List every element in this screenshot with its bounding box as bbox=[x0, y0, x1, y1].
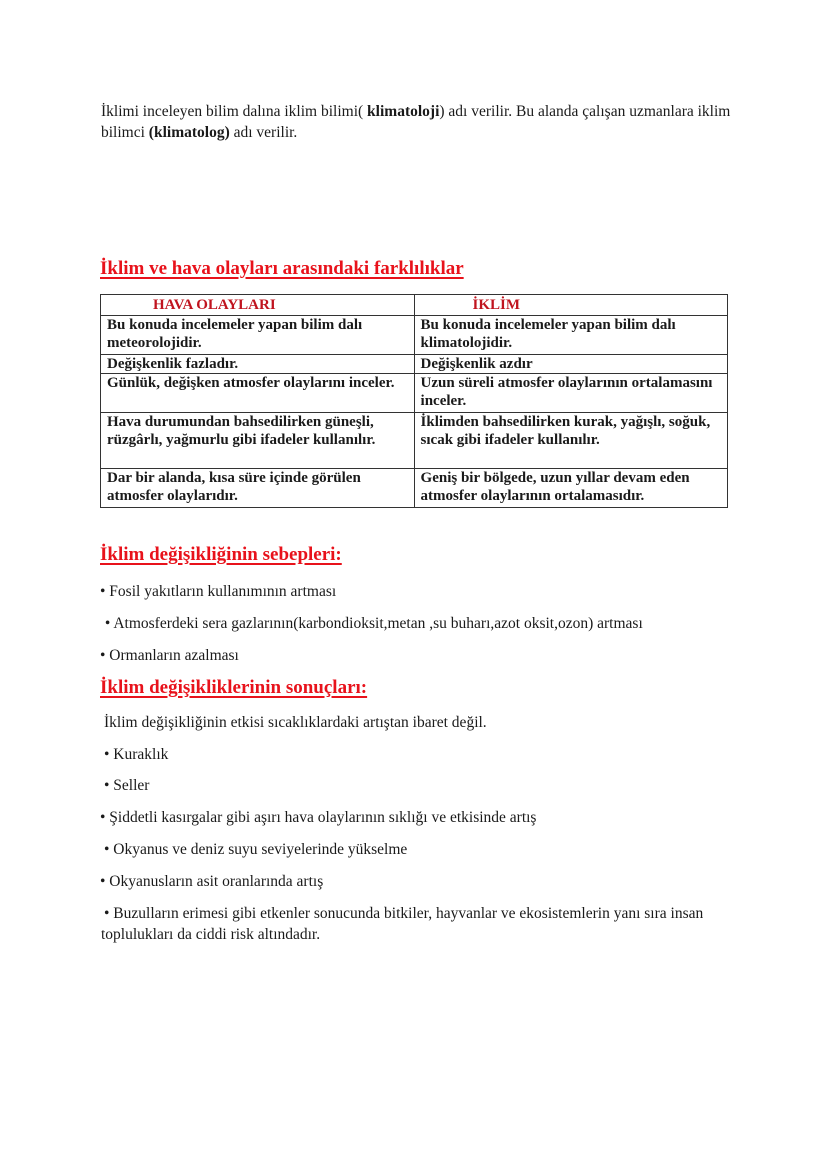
table-cell: Uzun süreli atmosfer olaylarının ortalamasını inceler. bbox=[414, 374, 727, 413]
table-row bbox=[101, 374, 728, 413]
intro-text-1: İklimi inceleyen bilim dalına iklim bilimi( bbox=[101, 103, 368, 120]
result-item-sea-level: • Okyanus ve deniz suyu seviyelerinde yükselme bbox=[104, 841, 408, 858]
term-klimatolog: (klimatolog) bbox=[148, 124, 230, 141]
result-item-floods: • Seller bbox=[104, 777, 150, 794]
intro-paragraph bbox=[101, 101, 741, 143]
result-item-glaciers: • Buzulların erimesi gibi etkenler sonucunda bitkiler, hayvanlar ve ekosistemlerin yanı sıra insan toplulukları da ciddi risk altındadır. bbox=[101, 905, 704, 943]
causes-heading: İklim değişikliğinin sebepleri: bbox=[100, 544, 342, 565]
table-cell: Bu konuda incelemeler yapan bilim dalı meteorolojidir. bbox=[101, 316, 415, 355]
term-klimatoloji: klimatoloji bbox=[367, 103, 440, 120]
result-item-ocean-acidity: • Okyanusların asit oranlarında artış bbox=[100, 873, 324, 890]
table-row bbox=[101, 316, 728, 355]
result-item-hurricanes: • Şiddetli kasırgalar gibi aşırı hava olaylarının sıklığı ve etkisinde artış bbox=[100, 809, 537, 826]
header-climate: İKLİM bbox=[414, 295, 727, 316]
table-row bbox=[101, 413, 728, 469]
differences-heading: İklim ve hava olayları arasındaki farklılıklar bbox=[100, 258, 464, 279]
cause-item-deforestation: • Ormanların azalması bbox=[100, 647, 239, 664]
table-cell: Geniş bir bölgede, uzun yıllar devam eden atmosfer olaylarının ortalamasıdır. bbox=[414, 469, 727, 508]
table-cell: Bu konuda incelemeler yapan bilim dalı klimatolojidir. bbox=[414, 316, 727, 355]
results-heading: İklim değişikliklerinin sonuçları: bbox=[100, 677, 368, 698]
table-row bbox=[101, 355, 728, 374]
table-cell: Günlük, değişken atmosfer olaylarını inceler. bbox=[101, 374, 415, 413]
table-row bbox=[101, 469, 728, 508]
table-cell: İklimden bahsedilirken kurak, yağışlı, soğuk, sıcak gibi ifadeler kullanılır. bbox=[414, 413, 727, 469]
table-cell: Değişkenlik fazladır. bbox=[101, 355, 415, 374]
intro-text-3: adı verilir. bbox=[229, 124, 298, 141]
header-weather-events: HAVA OLAYLARI bbox=[101, 295, 415, 316]
result-item-drought: • Kuraklık bbox=[104, 746, 169, 763]
cause-item-greenhouse-gases: • Atmosferdeki sera gazlarının(karbondioksit,metan ,su buharı,azot oksit,ozon) artması bbox=[101, 615, 643, 632]
table-cell: Dar bir alanda, kısa süre içinde görülen atmosfer olaylarıdır. bbox=[101, 469, 415, 508]
intro-text-2: ) adı verilir. Bu alanda çalışan uzmanlara iklim bilimci bbox=[101, 103, 731, 141]
cause-item-fossil-fuels: • Fosil yakıtların kullanımının artması bbox=[100, 583, 337, 600]
table-cell: Hava durumundan bahsedilirken güneşli, rüzgârlı, yağmurlu gibi ifadeler kullanılır. bbox=[101, 413, 415, 469]
comparison-table bbox=[100, 294, 728, 508]
table-header-row bbox=[101, 295, 728, 316]
results-intro: İklim değişikliğinin etkisi sıcaklıklardaki artıştan ibaret değil. bbox=[104, 714, 487, 731]
table-cell: Değişkenlik azdır bbox=[414, 355, 727, 374]
